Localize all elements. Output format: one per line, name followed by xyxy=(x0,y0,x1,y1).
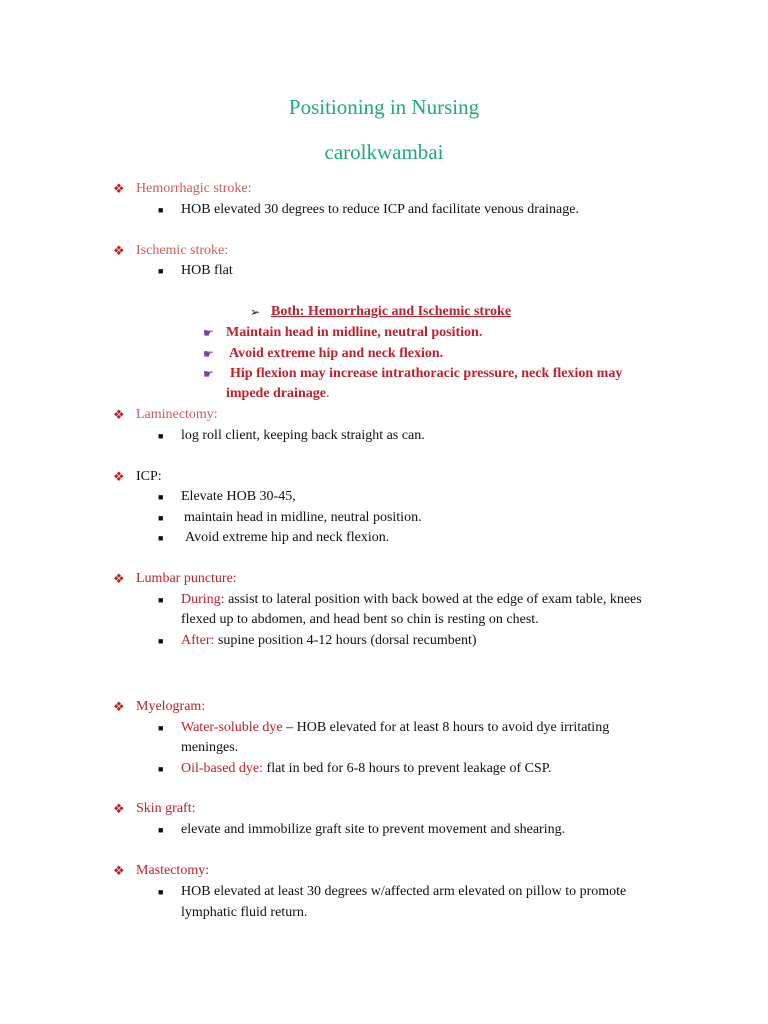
list-item: elevate and immobilize graft site to prevent movement and shearing. xyxy=(181,822,566,837)
list-item: HOB elevated 30 degrees to reduce ICP and facilitate venous drainage. xyxy=(181,202,579,217)
square-bullet-icon: ■ xyxy=(158,595,164,605)
section-heading-skin-graft: Skin graft: xyxy=(136,801,196,816)
list-item: Hip flexion may increase intrathoracic pressure, neck flexion may xyxy=(230,366,623,381)
section-heading-hemorrhagic: Hemorrhagic stroke: xyxy=(136,181,252,196)
pointing-hand-icon: ☛ xyxy=(203,326,214,340)
square-bullet-icon: ■ xyxy=(158,887,164,897)
square-bullet-icon: ■ xyxy=(158,266,164,276)
item-label-after: After: xyxy=(181,633,215,648)
square-bullet-icon: ■ xyxy=(158,205,164,215)
item-label-oil: Oil-based dye: xyxy=(181,761,264,776)
list-item-text: impede drainage xyxy=(226,386,326,401)
item-text: flat in bed for 6-8 hours to prevent leakage of CSP. xyxy=(266,761,552,776)
diamond-bullet-icon: ❖ xyxy=(113,469,125,484)
list-item xyxy=(181,760,552,778)
list-item-continuation: lymphatic fluid return. xyxy=(181,905,308,920)
item-text: assist to lateral position with back bowed at the edge of exam table, knees xyxy=(228,592,642,607)
list-item xyxy=(181,632,477,650)
list-item-period: . xyxy=(325,386,330,401)
section-heading-laminectomy: Laminectomy: xyxy=(136,407,218,422)
pointing-hand-icon: ☛ xyxy=(203,347,214,361)
list-item: maintain head in midline, neutral position. xyxy=(184,510,422,525)
item-text: – HOB elevated for at least 8 hours to avoid dye irritating xyxy=(286,720,610,735)
section-heading-both: Both: Hemorrhagic and Ischemic stroke xyxy=(271,304,512,319)
diamond-bullet-icon: ❖ xyxy=(113,407,125,422)
list-item-continuation xyxy=(226,385,329,403)
square-bullet-icon: ■ xyxy=(158,636,164,646)
list-item: log roll client, keeping back straight as can. xyxy=(181,428,425,443)
section-heading-mastectomy: Mastectomy: xyxy=(136,863,210,878)
item-label-during: During: xyxy=(181,592,225,607)
document-author: carolkwambai xyxy=(324,140,444,164)
list-item xyxy=(181,591,642,609)
document-title: Positioning in Nursing xyxy=(288,95,480,119)
square-bullet-icon: ■ xyxy=(158,431,164,441)
diamond-bullet-icon: ❖ xyxy=(113,571,125,586)
list-item: Avoid extreme hip and neck flexion. xyxy=(229,346,444,361)
list-item: Avoid extreme hip and neck flexion. xyxy=(185,530,390,545)
square-bullet-icon: ■ xyxy=(158,723,164,733)
square-bullet-icon: ■ xyxy=(158,764,164,774)
diamond-bullet-icon: ❖ xyxy=(113,243,125,258)
diamond-bullet-icon: ❖ xyxy=(113,801,125,816)
list-item: HOB flat xyxy=(181,263,233,278)
list-item-continuation: flexed up to abdomen, and head bent so chin is resting on chest. xyxy=(181,612,539,627)
square-bullet-icon: ■ xyxy=(158,825,164,835)
section-heading-icp: ICP: xyxy=(136,469,162,484)
item-text: supine position 4-12 hours (dorsal recumbent) xyxy=(217,633,477,648)
section-heading-lumbar: Lumbar puncture: xyxy=(136,571,237,586)
list-item: Maintain head in midline, neutral position. xyxy=(226,325,483,340)
section-heading-ischemic: Ischemic stroke: xyxy=(136,243,229,258)
list-item: Elevate HOB 30-45, xyxy=(181,489,296,504)
arrow-bullet-icon: ➢ xyxy=(250,305,261,319)
list-item: HOB elevated at least 30 degrees w/affected arm elevated on pillow to promote xyxy=(181,884,627,899)
diamond-bullet-icon: ❖ xyxy=(113,699,125,714)
diamond-bullet-icon: ❖ xyxy=(113,863,125,878)
square-bullet-icon: ■ xyxy=(158,533,164,543)
pointing-hand-icon: ☛ xyxy=(203,367,214,381)
diamond-bullet-icon: ❖ xyxy=(113,181,125,196)
item-label-water: Water-soluble dye xyxy=(181,720,283,735)
list-item xyxy=(181,719,609,737)
list-item-continuation: meninges. xyxy=(181,740,239,755)
square-bullet-icon: ■ xyxy=(158,513,164,523)
section-heading-myelogram: Myelogram: xyxy=(136,699,206,714)
square-bullet-icon: ■ xyxy=(158,492,164,502)
